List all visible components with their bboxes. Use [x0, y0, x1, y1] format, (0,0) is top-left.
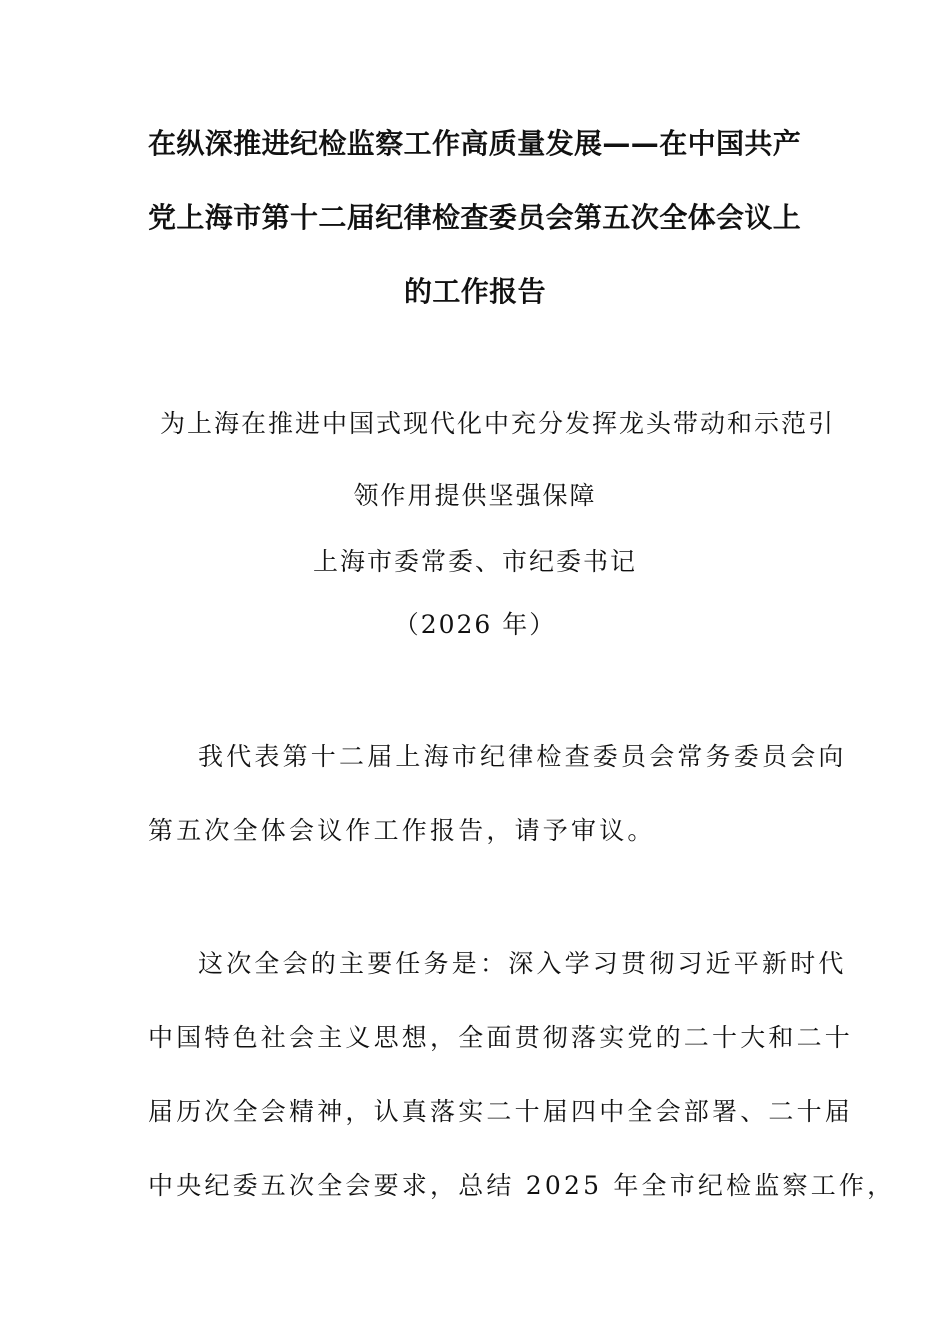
subtitle-line-1: 为上海在推进中国式现代化中充分发挥龙头带动和示范引 [160, 409, 836, 438]
title-line-3: 的工作报告 [403, 275, 546, 308]
paragraph-2-line-2: 中国特色社会主义思想，全面贯彻落实党的二十大和二十 [148, 1023, 854, 1052]
author-line: 上海市委常委、市纪委书记 [312, 547, 637, 576]
year-line: （2026 年） [393, 610, 557, 639]
title-line-1: 在纵深推进纪检监察工作高质量发展——在中国共产 [148, 127, 802, 160]
subtitle-line-2: 领作用提供坚强保障 [353, 481, 597, 510]
title-line-2: 党上海市第十二届纪律检查委员会第五次全体会议上 [148, 201, 802, 234]
paragraph-2-line-4: 中央纪委五次全会要求，总结 2025 年全市纪检监察工作， [148, 1171, 896, 1200]
paragraph-1-line-1: 我代表第十二届上海市纪律检查委员会常务委员会向 [198, 742, 847, 771]
paragraph-1-line-2: 第五次全体会议作工作报告，请予审议。 [148, 816, 656, 845]
paragraph-2-line-1: 这次全会的主要任务是：深入学习贯彻习近平新时代 [198, 949, 847, 978]
paragraph-2-line-3: 届历次全会精神，认真落实二十届四中全会部署、二十届 [148, 1097, 854, 1126]
